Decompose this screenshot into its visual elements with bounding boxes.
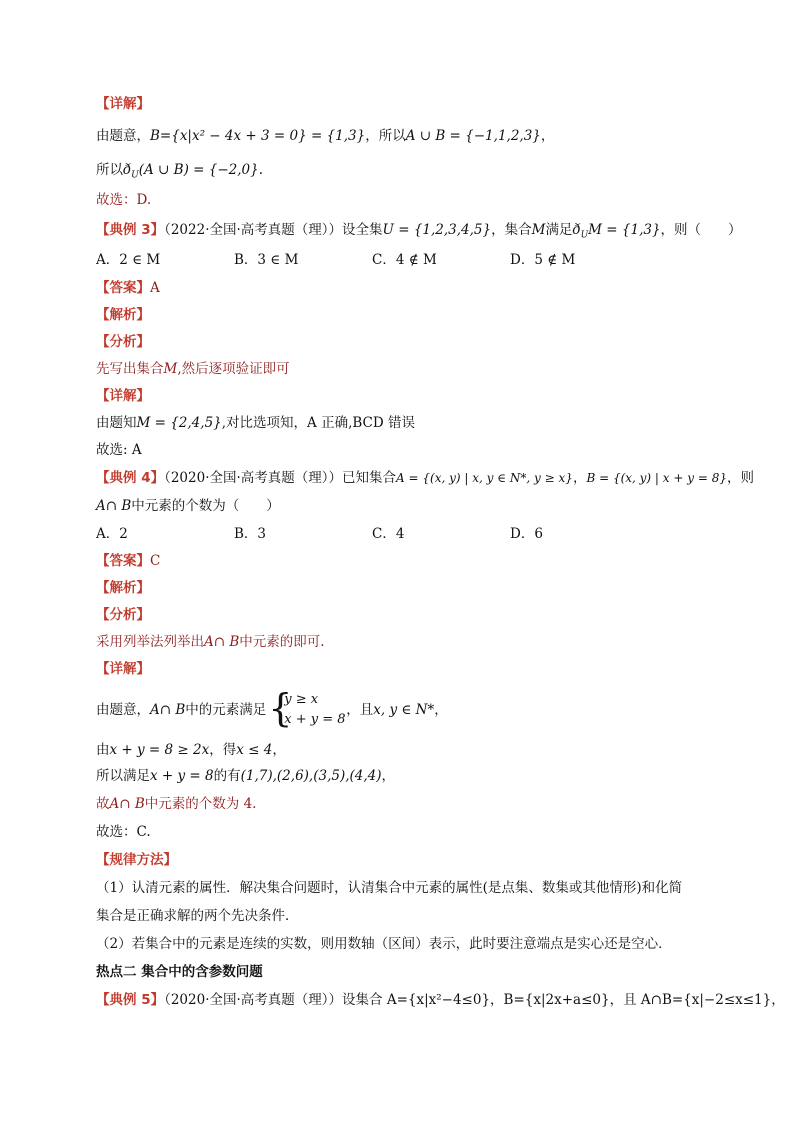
example-3-options <box>96 250 734 270</box>
heading-analysis: 【解析】 <box>96 307 150 323</box>
option-a: A．2 ∈ M <box>96 252 161 268</box>
answer-line-4: 【答案】C <box>96 553 161 569</box>
option-b: B．3 <box>234 526 267 542</box>
heading-detail: 【详解】 <box>96 96 150 112</box>
option-c: C．4 ∉ M <box>372 252 437 268</box>
heading-method: 【规律方法】 <box>96 852 177 868</box>
equation-system: { y ≥ x x + y = 8 <box>268 686 346 730</box>
answer-line-3: 【答案】A <box>96 280 160 296</box>
choice-a-line: 故选: A <box>96 442 142 458</box>
example-5-stem: 【典例 5】（2020·全国·高考真题（理））设集合 A={x|x²−4≤0}，B={x|2x+a≤0}，且 A∩B={x|−2≤x≤1}， <box>96 992 785 1008</box>
option-d: D．5 ∉ M <box>510 252 576 268</box>
method-line-1: （1）认清元素的属性．解决集合问题时，认清集合中元素的属性(是点集、数集或其他情形)和化简 <box>96 880 683 896</box>
example-4-stem-cont: A∩ B中元素的个数为（ ） <box>96 498 280 514</box>
fenxi-line-3: 先写出集合M,然后逐项验证即可 <box>96 361 290 377</box>
heading-fenxi-4: 【分析】 <box>96 607 150 623</box>
heading-detail-4: 【详解】 <box>96 661 150 677</box>
option-b: B．3 ∈ M <box>234 252 299 268</box>
detail-4-line-3: 所以满足x + y = 8的有(1,7),(2,6),(3,5),(4,4)， <box>96 768 396 784</box>
detail-line-2: 所以$ð_U(A$ ∪ B) = {−2,0}. <box>96 162 263 181</box>
detail-3-line: 由题知M = {2,4,5},对比选项知，A 正确,BCD 错误 <box>96 415 415 431</box>
method-line-3: （2）若集合中的元素是连续的实数，则用数轴（区间）表示，此时要注意端点是实心还是空心． <box>96 936 672 952</box>
detail-line-1: 由题意，B={x|x² − 4x + 3 = 0} = {1,3}，所以A ∪ B = {−1,1,2,3}， <box>96 128 555 144</box>
example-4-options <box>96 524 734 544</box>
example-4-stem: 【典例 4】（2020·全国·高考真题（理））已知集合A = {(x, y) | x, y ∈ N*, y ≥ x}，B = {(x, y) | x + y = 8}，则 <box>96 470 754 486</box>
heading-analysis-4: 【解析】 <box>96 580 150 596</box>
choice-c-line: 故选：C. <box>96 824 151 840</box>
choice-d-line: 故选：D. <box>96 192 152 208</box>
section-heading-hotspot-2: 热点二 集合中的含参数问题 <box>96 964 263 980</box>
option-c: C．4 <box>372 526 405 542</box>
heading-detail-3: 【详解】 <box>96 388 150 404</box>
fenxi-line-4: 采用列举法列举出A∩ B中元素的即可. <box>96 634 325 650</box>
example-3-stem: 【典例 3】（2022·全国·高考真题（理））设全集U = {1,2,3,4,5}，集合M满足$ð_UM = \{1,3\}$，则（ ） <box>96 222 742 241</box>
method-line-2: 集合是正确求解的两个先决条件． <box>96 908 299 924</box>
option-a: A．2 <box>96 526 128 542</box>
detail-4-system-line: 由题意，A∩ B中的元素满足 { y ≥ x x + y = 8 ，且x, y ∈ N*， <box>96 686 448 730</box>
detail-4-line-2: 由x + y = 8 ≥ 2x，得x ≤ 4， <box>96 742 286 758</box>
detail-4-line-4: 故A∩ B中元素的个数为 4. <box>96 796 257 812</box>
option-d: D．6 <box>510 526 543 542</box>
heading-fenxi: 【分析】 <box>96 334 150 350</box>
